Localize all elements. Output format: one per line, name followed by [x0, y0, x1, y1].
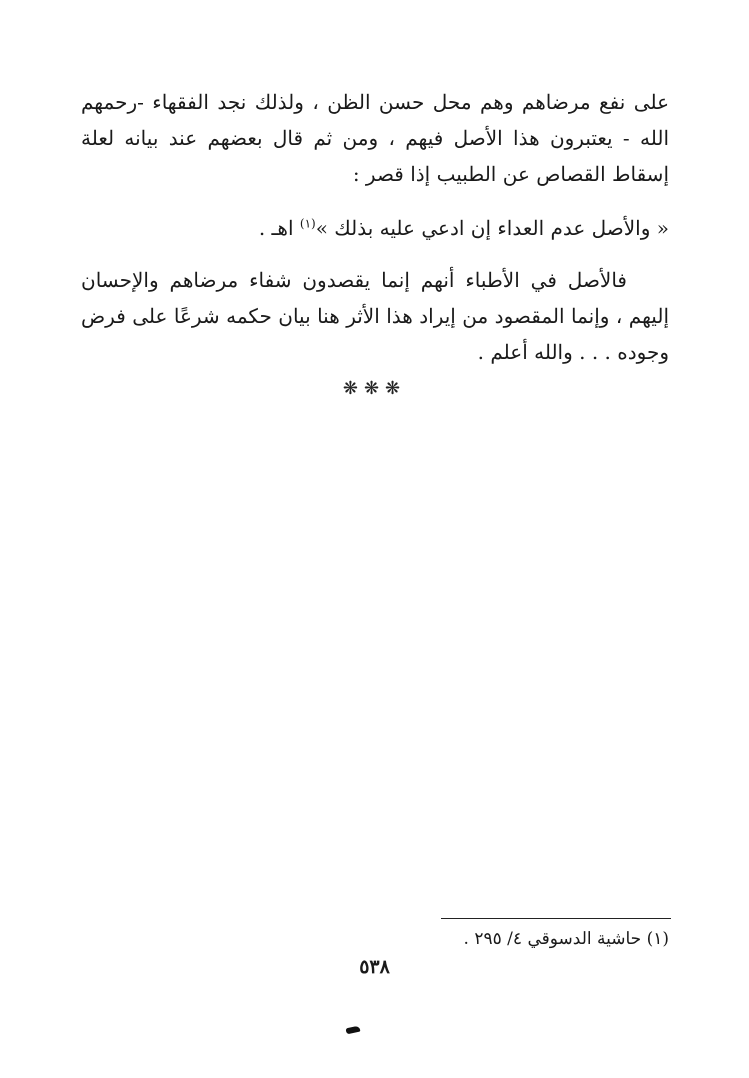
body-paragraph-2	[81, 262, 669, 370]
quote-end: اهـ .	[258, 216, 300, 240]
section-separator: ❋❋❋	[342, 378, 407, 399]
paragraph-1-text: على نفع مرضاهم وهم محل حسن الظن ، ولذلك نجد الفقهاء -رحمهم الله - يعتبرون هذا الأصل فيهم ، ومن ثم قال بعضهم عند بيانه لعلة إسقاط القصاص عن الطبيب إذا قصر :	[81, 90, 669, 186]
ink-smudge	[346, 1026, 361, 1035]
paragraph-2-text: فالأصل في الأطباء أنهم إنما يقصدون شفاء مرضاهم والإحسان إليهم ، وإنما المقصود من إيراد هذا الأثر هنا بيان حكمه شرعًا على فرض وجوده . . . والله أعلم .	[81, 268, 669, 364]
footnote-divider	[441, 918, 671, 919]
body-paragraph-1	[81, 84, 669, 192]
page-number: ٥٣٨	[359, 956, 390, 978]
footnote-reference: (١)	[299, 216, 316, 231]
quote-line	[81, 210, 669, 246]
quote-text: « والأصل عدم العداء إن ادعي عليه بذلك »	[315, 216, 669, 240]
footnote: (١) حاشية الدسوقي ٤/ ٢٩٥ .	[463, 929, 669, 949]
